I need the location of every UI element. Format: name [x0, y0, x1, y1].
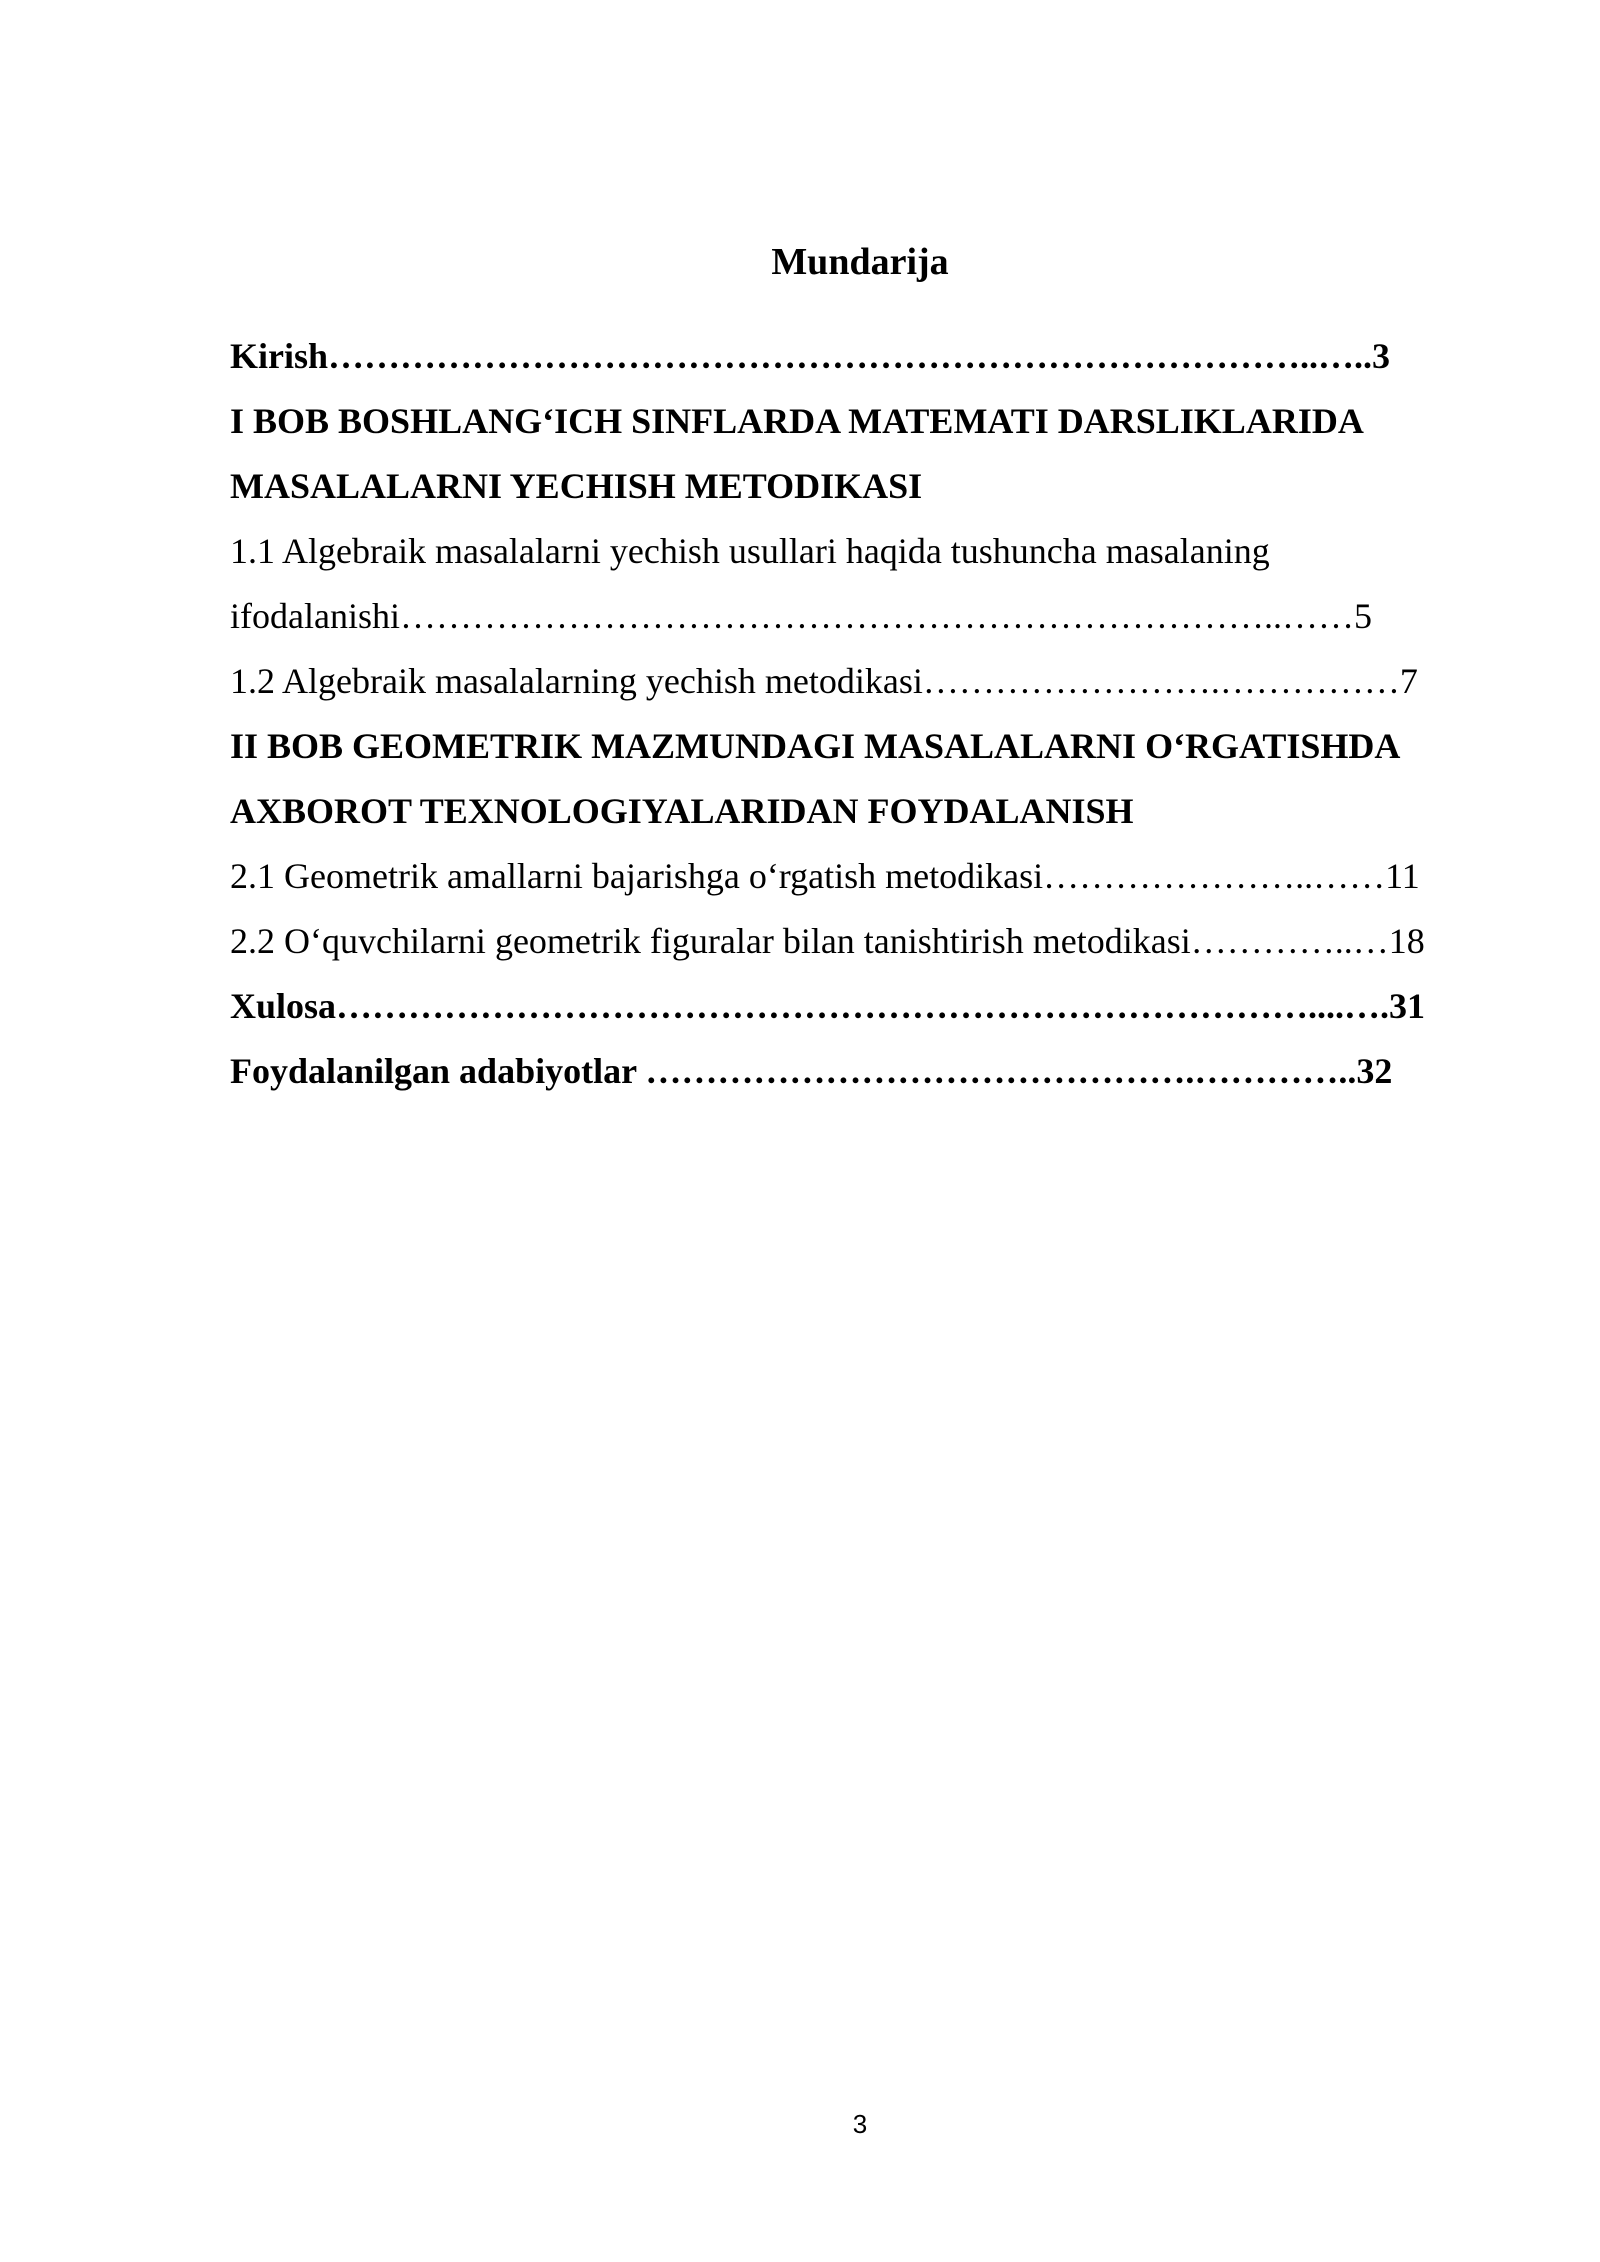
toc-chapter-2-heading-line-1: II BOB GEOMETRIK MAZMUNDAGI MASALALARNI O‘RGATISHDA: [230, 726, 1401, 766]
toc-entry-kirish: Kirish………………………………………………………………………..…..3: [230, 336, 1391, 376]
toc-chapter-2-heading-line-2: AXBOROT TEXNOLOGIYALARIDAN FOYDALANISH: [230, 791, 1134, 831]
toc-section-1-1-line-1: 1.1 Algebraik masalalarni yechish usullari haqida tushuncha masalaning: [230, 531, 1270, 571]
toc-section-1-2: 1.2 Algebraik masalalarning yechish metodikasi…………………….……………7: [230, 661, 1418, 701]
toc-section-1-1-line-2: ifodalanishi………………………………………………………………..……5: [230, 596, 1372, 636]
toc-section-2-2: 2.2 O‘quvchilarni geometrik figuralar bilan tanishtirish metodikasi…………..…18: [230, 921, 1425, 961]
toc-entry-xulosa: Xulosa………………………………………………………………………....….31: [230, 986, 1426, 1026]
toc-entry-adabiyotlar: Foydalanilgan adabiyotlar ……………………………………….…………..32: [230, 1051, 1393, 1091]
table-of-contents: [230, 324, 1510, 1104]
toc-chapter-1-heading-line-1: I BOB BOSHLANG‘ICH SINFLARDA MATEMATI DARSLIKLARIDA: [230, 401, 1364, 441]
toc-section-2-1: 2.1 Geometrik amallarni bajarishga o‘rgatish metodikasi…………………..……11: [230, 856, 1420, 896]
toc-chapter-1-heading-line-2: MASALALARNI YECHISH METODIKASI: [230, 466, 923, 506]
toc-title: Mundarija: [771, 241, 949, 283]
page-number: 3: [852, 2109, 868, 2139]
